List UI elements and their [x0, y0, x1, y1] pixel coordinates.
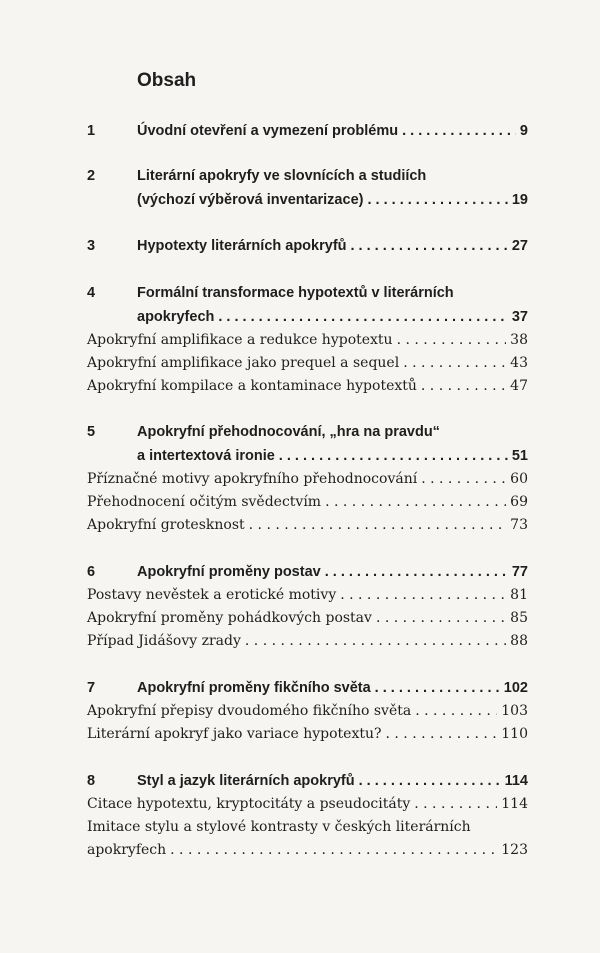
chapter-6	[0, 564, 600, 586]
chapter-title: Apokryfní proměny fikčního světa	[137, 680, 371, 696]
section-title: Přehodnocení očitým svědectvím	[87, 494, 322, 510]
chapter-5-cont	[0, 448, 600, 470]
page-number: 60	[510, 471, 528, 487]
section-entry	[0, 378, 600, 400]
section-entry	[0, 819, 600, 841]
section-entry	[0, 494, 600, 516]
section-entry-cont	[0, 842, 600, 864]
chapter-title-cont: (výchozí výběrová inventarizace)	[137, 192, 364, 208]
page-number: 47	[510, 378, 528, 394]
page-number: 81	[510, 587, 528, 603]
chapter-1	[0, 123, 600, 145]
chapter-title: Literární apokryfy ve slovnících a studiích	[137, 168, 427, 184]
page-number: 102	[503, 680, 528, 696]
page-number: 85	[510, 610, 528, 626]
page-title: Obsah	[137, 70, 197, 91]
section-title: Apokryfní amplifikace a redukce hypotextu	[87, 332, 393, 348]
chapter-number: 3	[87, 238, 96, 254]
section-entry	[0, 355, 600, 377]
chapter-number: 1	[87, 123, 96, 139]
section-title: Apokryfní amplifikace jako prequel a sequel	[87, 355, 400, 371]
page-number: 73	[510, 517, 528, 533]
section-title: Apokryfní proměny pohádkových postav	[87, 610, 372, 626]
chapter-title: Apokryfní proměny postav	[137, 564, 321, 580]
chapter-title-cont: a intertextová ironie	[137, 448, 275, 464]
page-number: 69	[510, 494, 528, 510]
section-entry	[0, 796, 600, 818]
section-entry	[0, 471, 600, 493]
section-entry	[0, 703, 600, 725]
chapter-number: 7	[87, 680, 96, 696]
chapter-number: 5	[87, 424, 96, 440]
section-entry	[0, 610, 600, 632]
section-title: Případ Jidášovy zrady	[87, 633, 241, 649]
page-number: 114	[504, 773, 528, 789]
chapter-number: 8	[87, 773, 96, 789]
chapter-3	[0, 238, 600, 260]
chapter-4-cont	[0, 309, 600, 331]
section-entry	[0, 587, 600, 609]
section-title: Postavy nevěstek a erotické motivy	[87, 587, 337, 603]
chapter-7	[0, 680, 600, 702]
section-entry	[0, 726, 600, 748]
chapter-number: 2	[87, 168, 96, 184]
section-entry	[0, 332, 600, 354]
section-title: Příznačné motivy apokryfního přehodnocování	[87, 471, 418, 487]
section-title: Apokryfní kompilace a kontaminace hypotextů	[87, 378, 417, 394]
chapter-number: 6	[87, 564, 96, 580]
chapter-2	[0, 168, 600, 190]
chapter-number: 4	[87, 285, 96, 301]
page-number: 114	[501, 796, 528, 812]
chapter-8	[0, 773, 600, 795]
chapter-title-cont: apokryfech	[137, 309, 215, 325]
page-number: 43	[510, 355, 528, 371]
chapter-title: Styl a jazyk literárních apokryfů	[137, 773, 355, 789]
page-number: 38	[510, 332, 528, 348]
chapter-title: Hypotexty literárních apokryfů	[137, 238, 347, 254]
chapter-2-cont	[0, 192, 600, 214]
page-number: 37	[511, 309, 528, 325]
section-title-cont: apokryfech	[87, 842, 167, 858]
page-number: 110	[501, 726, 528, 742]
section-title: Apokryfní přepisy dvoudomého fikčního světa	[87, 703, 412, 719]
page-number: 19	[511, 192, 528, 208]
section-entry	[0, 633, 600, 655]
chapter-title: Úvodní otevření a vymezení problému	[137, 123, 399, 139]
page-number: 51	[511, 448, 528, 464]
section-entry	[0, 517, 600, 539]
section-title: Apokryfní grotesknost	[87, 517, 245, 533]
page-number: 9	[519, 123, 528, 139]
page-number: 103	[501, 703, 528, 719]
chapter-5	[0, 424, 600, 446]
chapter-title: Formální transformace hypotextů v literárních	[137, 285, 454, 301]
page-number: 88	[510, 633, 528, 649]
page-number: 77	[511, 564, 528, 580]
section-title: Citace hypotextu, kryptocitáty a pseudocitáty	[87, 796, 411, 812]
section-title: Imitace stylu a stylové kontrasty v českých literárních	[87, 819, 471, 835]
page-number: 27	[511, 238, 528, 254]
section-title: Literární apokryf jako variace hypotextu?	[87, 726, 382, 742]
page-number: 123	[501, 842, 528, 858]
chapter-4	[0, 285, 600, 307]
chapter-title: Apokryfní přehodnocování, „hra na pravdu“	[137, 424, 440, 440]
